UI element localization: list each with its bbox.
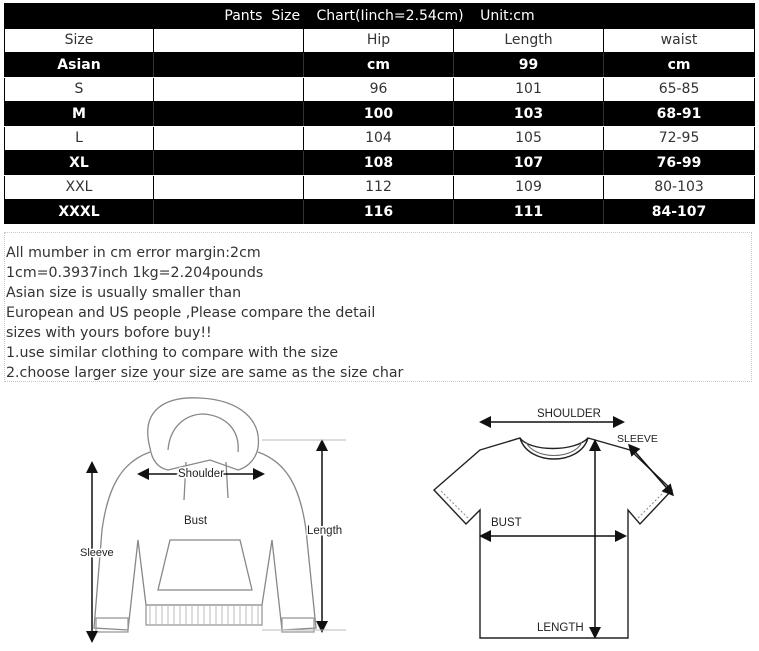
- cell-hip: 100: [304, 102, 454, 127]
- table-row: [5, 77, 755, 102]
- hoodie-hood: [148, 398, 259, 470]
- hoodie-ribbing: [150, 605, 258, 625]
- note-line: sizes with yours bofore buy!!: [6, 325, 212, 341]
- cell-length: 103: [454, 102, 604, 127]
- hoodie-pocket: [158, 540, 252, 590]
- note-line: 1cm=0.3937inch 1kg=2.204pounds: [6, 265, 264, 281]
- hoodie-bust-label: Bust: [184, 515, 208, 527]
- table-row: [5, 151, 755, 176]
- tshirt-sleeve-label: SLEEVE: [617, 433, 658, 445]
- header-hip: Hip: [304, 28, 454, 53]
- cell-length: 99: [454, 53, 604, 78]
- tshirt-illustration: [434, 438, 672, 638]
- tshirt-shoulder-label: SHOULDER: [537, 408, 601, 420]
- hoodie-drawstring-right: [226, 462, 228, 498]
- cell-length: 101: [454, 77, 604, 102]
- cell-waist: 80-103: [604, 175, 755, 200]
- cell-size: M: [5, 102, 154, 127]
- table-row: [5, 102, 755, 127]
- cell-waist: 76-99: [604, 151, 755, 176]
- cell-waist: 72-95: [604, 126, 755, 151]
- cell-hip: cm: [304, 53, 454, 78]
- tshirt-measurements: [482, 422, 672, 636]
- cell-blank: [154, 102, 304, 127]
- cell-size: S: [5, 77, 154, 102]
- header-blank: [154, 28, 304, 53]
- header-length: Length: [454, 28, 604, 53]
- table-row: [5, 126, 755, 151]
- cell-blank: [154, 200, 304, 225]
- cell-blank: [154, 151, 304, 176]
- hoodie-hood-inner: [168, 414, 238, 452]
- cell-blank: [154, 53, 304, 78]
- cell-hip: 108: [304, 151, 454, 176]
- cell-hip: 96: [304, 77, 454, 102]
- note-line: 2.choose larger size your size are same as the size char: [6, 365, 404, 381]
- title-pants-size: Pants Size: [224, 7, 301, 24]
- tshirt-bust-label: BUST: [491, 517, 522, 529]
- table-header-row: [5, 28, 755, 53]
- cell-waist: 68-91: [604, 102, 755, 127]
- cell-size: L: [5, 126, 154, 151]
- note-line: Asian size is usually smaller than: [6, 285, 242, 301]
- cell-size: XXXL: [5, 200, 154, 225]
- cell-blank: [154, 126, 304, 151]
- cell-waist: 65-85: [604, 77, 755, 102]
- cell-length: 109: [454, 175, 604, 200]
- note-line: European and US people ,Please compare the detail: [6, 305, 376, 321]
- size-chart-table-container: [4, 3, 754, 225]
- cell-blank: [154, 77, 304, 102]
- table-title-row: [5, 4, 755, 29]
- hoodie-length-label: Length: [307, 525, 343, 537]
- hoodie-sleeve-label: Sleeve: [80, 547, 114, 559]
- size-chart-table: [4, 3, 755, 225]
- hoodie-shoulder-label: Shoulder: [178, 468, 225, 480]
- tshirt-length-label: LENGTH: [537, 622, 584, 634]
- cell-length: 105: [454, 126, 604, 151]
- cell-waist: 84-107: [604, 200, 755, 225]
- cell-length: 107: [454, 151, 604, 176]
- cell-hip: 116: [304, 200, 454, 225]
- note-line: 1.use similar clothing to compare with the size: [6, 345, 339, 361]
- title-chart: Chart(Iinch=2.54cm): [316, 7, 464, 24]
- cell-hip: 104: [304, 126, 454, 151]
- table-row: [5, 200, 755, 225]
- tshirt-sleeve-hem-right: [638, 490, 666, 518]
- cell-waist: cm: [604, 53, 755, 78]
- tshirt-sleeve-arrow: [630, 446, 672, 494]
- cell-size: Asian: [5, 53, 154, 78]
- cell-size: XXL: [5, 175, 154, 200]
- note-line: All mumber in cm error margin:2cm: [6, 245, 261, 261]
- table-row: [5, 53, 755, 78]
- size-notes: [4, 232, 752, 382]
- tshirt-outline: [434, 438, 672, 638]
- measurement-diagrams: [0, 390, 759, 651]
- cell-hip: 112: [304, 175, 454, 200]
- cell-size: XL: [5, 151, 154, 176]
- table-title: [5, 4, 755, 29]
- title-unit: Unit:cm: [480, 7, 535, 24]
- tshirt-sleeve-hem-left: [440, 490, 468, 518]
- cell-length: 111: [454, 200, 604, 225]
- table-row: [5, 175, 755, 200]
- header-waist: waist: [604, 28, 755, 53]
- header-size: Size: [5, 28, 154, 53]
- cell-blank: [154, 175, 304, 200]
